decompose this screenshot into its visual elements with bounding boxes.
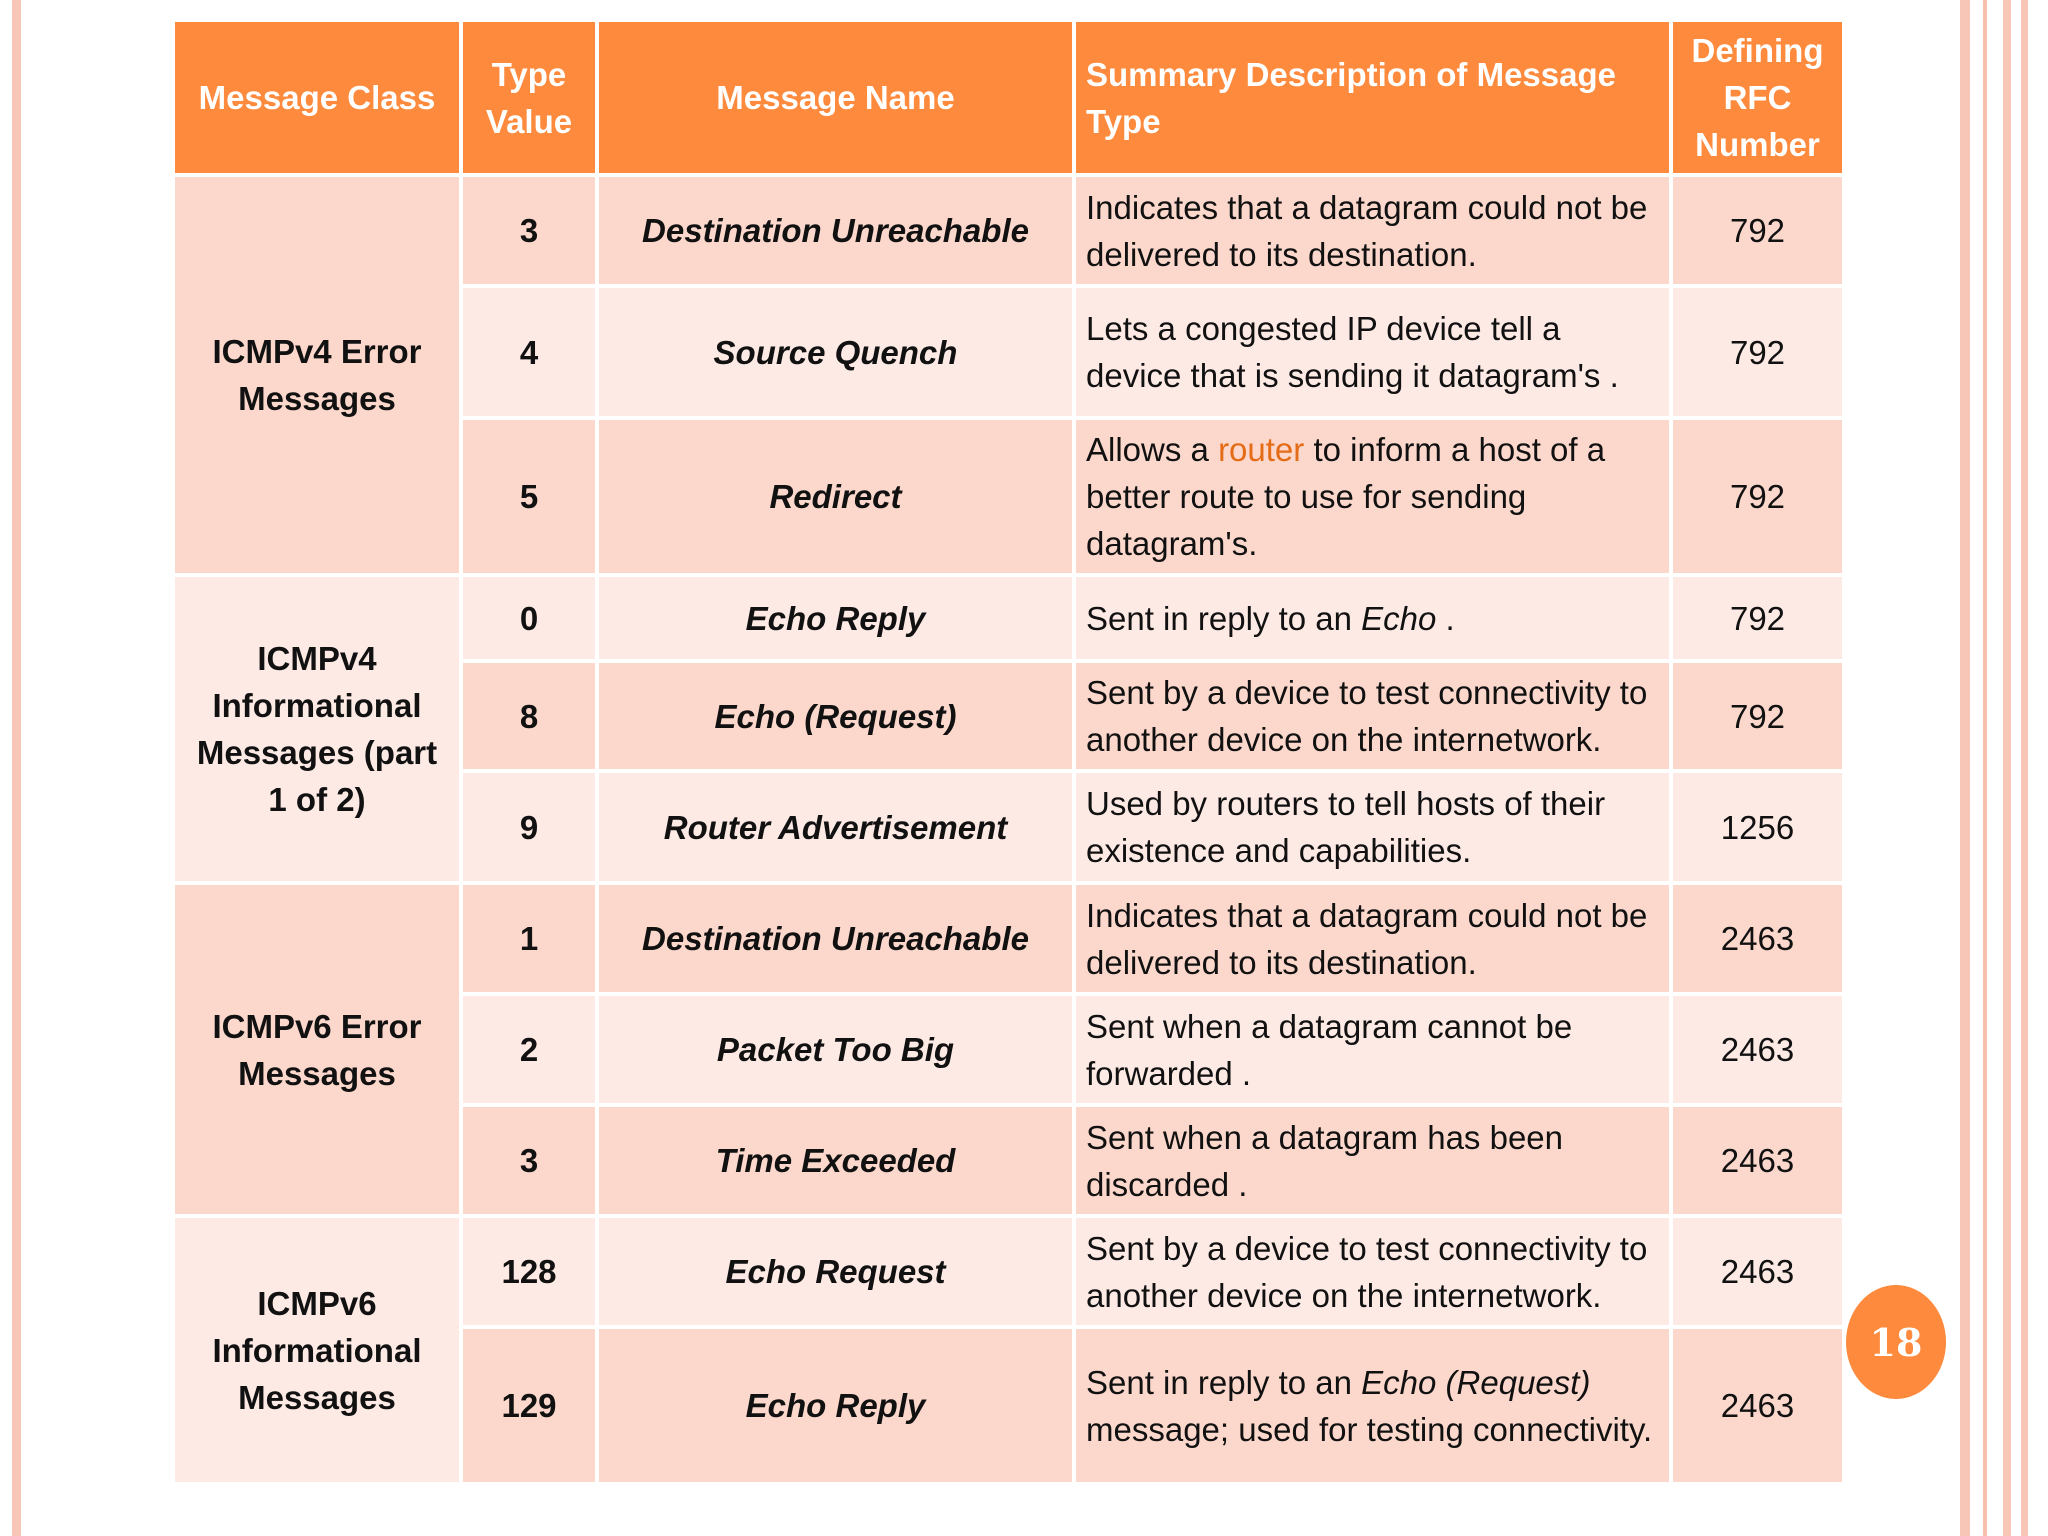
message-name-cell: Destination Unreachable: [597, 883, 1074, 994]
rfc-cell: 1256: [1671, 771, 1844, 883]
type-value-cell: 4: [461, 286, 597, 418]
icmp-message-table: [171, 18, 1846, 1486]
message-name-cell: Echo Request: [597, 1216, 1074, 1327]
type-value-cell: 3: [461, 175, 597, 286]
type-value-cell: 5: [461, 418, 597, 575]
message-name-cell: Router Advertisement: [597, 771, 1074, 883]
type-value-cell: 1: [461, 883, 597, 994]
header-rfc: Defining RFC Number: [1671, 20, 1844, 175]
table-row: [173, 883, 1844, 994]
message-name-cell: Echo Reply: [597, 1327, 1074, 1484]
right-border-stripe: [2003, 0, 2011, 1536]
description-cell: Lets a congested IP device tell a device that is sending it datagram's .: [1074, 286, 1671, 418]
message-class-cell: ICMPv4 Informational Messages (part 1 of 2): [173, 575, 461, 883]
rfc-cell: 792: [1671, 575, 1844, 661]
message-name-cell: Source Quench: [597, 286, 1074, 418]
header-message-name: Message Name: [597, 20, 1074, 175]
description-cell: [1074, 1327, 1671, 1484]
description-text: Sent in reply to an: [1086, 599, 1362, 637]
rfc-cell: 792: [1671, 175, 1844, 286]
description-text: Sent in reply to an: [1086, 1363, 1362, 1401]
type-value-cell: 9: [461, 771, 597, 883]
type-value-cell: 8: [461, 661, 597, 771]
description-cell: Sent by a device to test connectivity to another device on the internetwork.: [1074, 661, 1671, 771]
type-value-cell: 129: [461, 1327, 597, 1484]
message-class-cell: ICMPv4 Error Messages: [173, 175, 461, 575]
rfc-cell: 2463: [1671, 883, 1844, 994]
rfc-cell: 792: [1671, 286, 1844, 418]
message-name-cell: Redirect: [597, 418, 1074, 575]
message-name-cell: Destination Unreachable: [597, 175, 1074, 286]
description-cell: [1074, 575, 1671, 661]
description-cell: Indicates that a datagram could not be delivered to its destination.: [1074, 175, 1671, 286]
header-row: [173, 20, 1844, 175]
description-emphasis: Echo: [1361, 599, 1437, 637]
type-value-cell: 2: [461, 994, 597, 1105]
header-message-class: Message Class: [173, 20, 461, 175]
rfc-cell: 2463: [1671, 1216, 1844, 1327]
rfc-cell: 2463: [1671, 1105, 1844, 1216]
header-summary: Summary Description of Message Type: [1074, 20, 1671, 175]
type-value-cell: 128: [461, 1216, 597, 1327]
page-number-badge: 18: [1842, 1281, 1950, 1403]
message-name-cell: Packet Too Big: [597, 994, 1074, 1105]
rfc-cell: 792: [1671, 661, 1844, 771]
rfc-cell: 2463: [1671, 1327, 1844, 1484]
right-border-stripe-thin: [1983, 0, 1987, 1536]
description-cell: Indicates that a datagram could not be delivered to its destination.: [1074, 883, 1671, 994]
description-cell: Used by routers to tell hosts of their existence and capabilities.: [1074, 771, 1671, 883]
table-row: [173, 575, 1844, 661]
router-link[interactable]: router: [1218, 431, 1305, 468]
description-cell: Sent when a datagram has been discarded .: [1074, 1105, 1671, 1216]
table-row: [173, 175, 1844, 286]
type-value-cell: 3: [461, 1105, 597, 1216]
description-cell: [1074, 418, 1671, 575]
message-name-cell: Echo Reply: [597, 575, 1074, 661]
left-border-stripe: [12, 0, 21, 1536]
description-emphasis: Echo (Request): [1361, 1363, 1591, 1401]
description-text: .: [1436, 599, 1455, 637]
message-class-cell: ICMPv6 Error Messages: [173, 883, 461, 1216]
right-border-stripe: [2021, 0, 2028, 1536]
right-border-stripe: [1960, 0, 1970, 1536]
rfc-cell: 2463: [1671, 994, 1844, 1105]
description-text: message; used for testing connectivity.: [1086, 1410, 1653, 1448]
rfc-cell: 792: [1671, 418, 1844, 575]
description-text: Allows a: [1086, 431, 1219, 468]
description-cell: Sent by a device to test connectivity to another device on the internetwork.: [1074, 1216, 1671, 1327]
message-name-cell: Echo (Request): [597, 661, 1074, 771]
table-row: [173, 1216, 1844, 1327]
message-class-cell: ICMPv6 Informational Messages: [173, 1216, 461, 1484]
message-name-cell: Time Exceeded: [597, 1105, 1074, 1216]
type-value-cell: 0: [461, 575, 597, 661]
description-cell: Sent when a datagram cannot be forwarded .: [1074, 994, 1671, 1105]
description-text: to inform a host of a better route to use for sending datagram's.: [1086, 431, 1606, 562]
header-type-value: Type Value: [461, 20, 597, 175]
